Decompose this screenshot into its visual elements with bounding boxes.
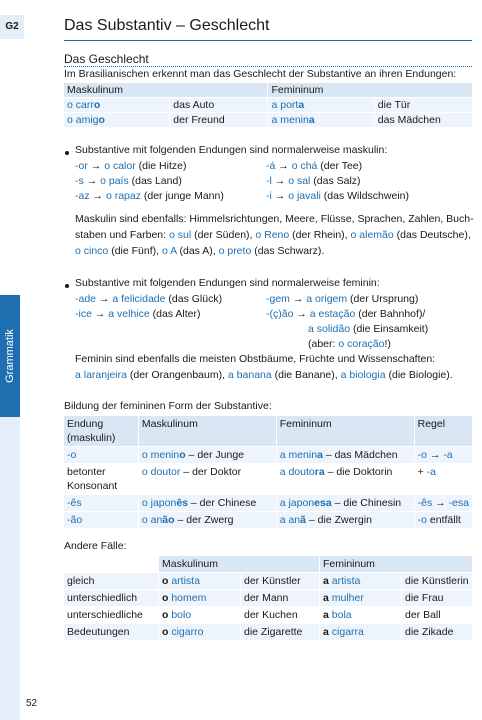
bullet-dot — [65, 284, 69, 288]
masc-ending-item: -az → o rapaz (der junge Mann) — [75, 190, 224, 202]
fem-cell: a anã – die Zwergin — [279, 514, 372, 526]
table-header-row — [64, 556, 472, 572]
table-row — [64, 607, 472, 623]
table-row — [64, 590, 472, 606]
fem-word: a bola — [323, 609, 352, 621]
other-cases-table — [63, 555, 473, 641]
header-femininum: Femininum — [268, 83, 472, 97]
masc-word: o homem — [162, 592, 207, 604]
masc-ending-item: -s → o país (das Land) — [75, 175, 182, 187]
masc-word: o carro — [67, 99, 101, 111]
ending-cell: -ês — [67, 497, 82, 509]
sidebar-strip — [0, 417, 20, 720]
masc-note-line: staben und Farben: o sul (der Süden), o Reno (der Rhein), o alemão (das Deutsche), — [75, 229, 471, 241]
masc-translation: der Freund — [173, 114, 225, 126]
ending-cell: -o — [67, 449, 77, 461]
page-number: 52 — [26, 698, 38, 709]
formation-heading: Bildung der femininen Form der Substantive: — [64, 400, 272, 412]
masc-ending-item: -i → o javali (das Wildschwein) — [266, 190, 409, 202]
table-row — [64, 624, 472, 640]
fem-ending-item: -ade → a felicidade (das Glück) — [75, 293, 223, 305]
fem-ending-item: -gem → a origem (der Ursprung) — [266, 293, 419, 305]
masc-translation: der Mann — [244, 592, 289, 604]
table-row — [64, 447, 472, 463]
masc-translation: der Kuchen — [244, 609, 298, 621]
masc-translation: die Zigarette — [244, 626, 303, 638]
gender-table — [63, 82, 473, 128]
sidebar — [0, 0, 38, 720]
header-empty — [64, 556, 158, 572]
fem-translation: die Tür — [377, 99, 411, 111]
table-row — [64, 512, 472, 528]
fem-word: a mulher — [323, 592, 364, 604]
fem-ending-item: -ice → a velhice (das Alter) — [75, 308, 201, 320]
case-label: unterschiedliche — [67, 609, 143, 621]
fem-cell: a menina – das Mädchen — [279, 449, 398, 461]
ending-cell: betonter Konsonant — [67, 466, 118, 492]
masc-note-line: Maskulin sind ebenfalls: Himmelsrichtungen, Meere, Flüsse, Sprachen, Zahlen, Buch- — [75, 213, 474, 225]
masc-cell: o doutor – der Doktor — [141, 466, 242, 478]
masc-cell: o japonês – der Chinese — [141, 497, 257, 509]
fem-translation: die Zikade — [405, 626, 454, 638]
table-row — [64, 113, 472, 127]
fem-translation: die Künstlerin — [405, 575, 469, 587]
masc-note-line: o cinco (die Fünf), o A (das A), o preto (das Schwarz). — [75, 245, 325, 257]
header-femininum: Femininum — [320, 556, 472, 572]
page-title: Das Substantiv – Geschlecht — [64, 17, 270, 34]
bullet-dot — [65, 151, 69, 155]
masc-translation: das Auto — [173, 99, 215, 111]
fem-note-line: Feminin sind ebenfalls die meisten Obstbäume, Früchte und Wissenschaften: — [75, 353, 436, 365]
rule-cell: -ês → -esa — [417, 497, 469, 509]
title-divider — [64, 40, 472, 41]
table-row — [64, 464, 472, 494]
case-label: Bedeutungen — [67, 626, 130, 638]
fem-ending-item: a solidão (die Einsamkeit) — [308, 323, 429, 335]
header-maskulinum: Maskulinum — [139, 416, 276, 446]
fem-note-line: a laranjeira (der Orangenbaum), a banana (die Banane), a biologia (die Biologie). — [75, 369, 453, 381]
table-row — [64, 573, 472, 589]
ending-cell: -ão — [67, 514, 83, 526]
masc-cell: o menino – der Junge — [141, 449, 245, 461]
fem-translation: die Frau — [405, 592, 444, 604]
fem-translation: der Ball — [405, 609, 441, 621]
rule-cell: + -a — [417, 466, 437, 478]
fem-cell: a doutora – die Doktorin — [279, 466, 393, 478]
case-label: unterschiedlich — [67, 592, 138, 604]
section-heading: Das Geschlecht — [64, 52, 149, 66]
formation-table — [63, 415, 473, 529]
fem-word: a artista — [323, 575, 361, 587]
fem-cell: a japonesa – die Chinesin — [279, 497, 402, 509]
chapter-code: G2 — [0, 15, 24, 39]
masc-intro: Substantive mit folgenden Endungen sind normalerweise maskulin: — [75, 144, 388, 156]
intro-text: Im Brasilianischen erkennt man das Geschlecht der Substantive an ihren Endungen: — [64, 68, 457, 80]
masc-word: o bolo — [162, 609, 192, 621]
header-maskulinum: Maskulinum — [64, 83, 267, 97]
fem-ending-item: -(ç)ão → a estação (der Bahnhof)/ — [266, 308, 426, 320]
masc-ending-item: -á → o chá (der Tee) — [266, 160, 363, 172]
fem-translation: das Mädchen — [377, 114, 441, 126]
table-header-row — [64, 416, 472, 446]
header-maskulinum: Maskulinum — [159, 556, 319, 572]
masc-word: o artista — [162, 575, 200, 587]
other-heading: Andere Fälle: — [64, 540, 127, 552]
fem-word: a porta — [271, 99, 305, 111]
rule-cell: -o entfällt — [417, 514, 461, 526]
masc-word: o amigo — [67, 114, 105, 126]
fem-word: a cigarra — [323, 626, 364, 638]
header-endung: Endung (maskulin) — [64, 416, 138, 446]
masc-ending-item: -or → o calor (die Hitze) — [75, 160, 187, 172]
table-row — [64, 495, 472, 511]
masc-word: o cigarro — [162, 626, 204, 638]
header-regel: Regel — [415, 416, 472, 446]
masc-ending-item: -l → o sal (das Salz) — [266, 175, 361, 187]
masc-cell: o anão – der Zwerg — [141, 514, 234, 526]
fem-ending-item: (aber: o coração!) — [308, 338, 391, 350]
section-tab-label: Grammatik — [4, 329, 16, 383]
header-femininum: Femininum — [277, 416, 414, 446]
fem-intro: Substantive mit folgenden Endungen sind normalerweise feminin: — [75, 277, 380, 289]
table-row — [64, 98, 472, 112]
table-header-row — [64, 83, 472, 97]
masc-translation: der Künstler — [244, 575, 301, 587]
rule-cell: -o → -a — [417, 449, 453, 461]
fem-word: a menina — [271, 114, 315, 126]
case-label: gleich — [67, 575, 95, 587]
